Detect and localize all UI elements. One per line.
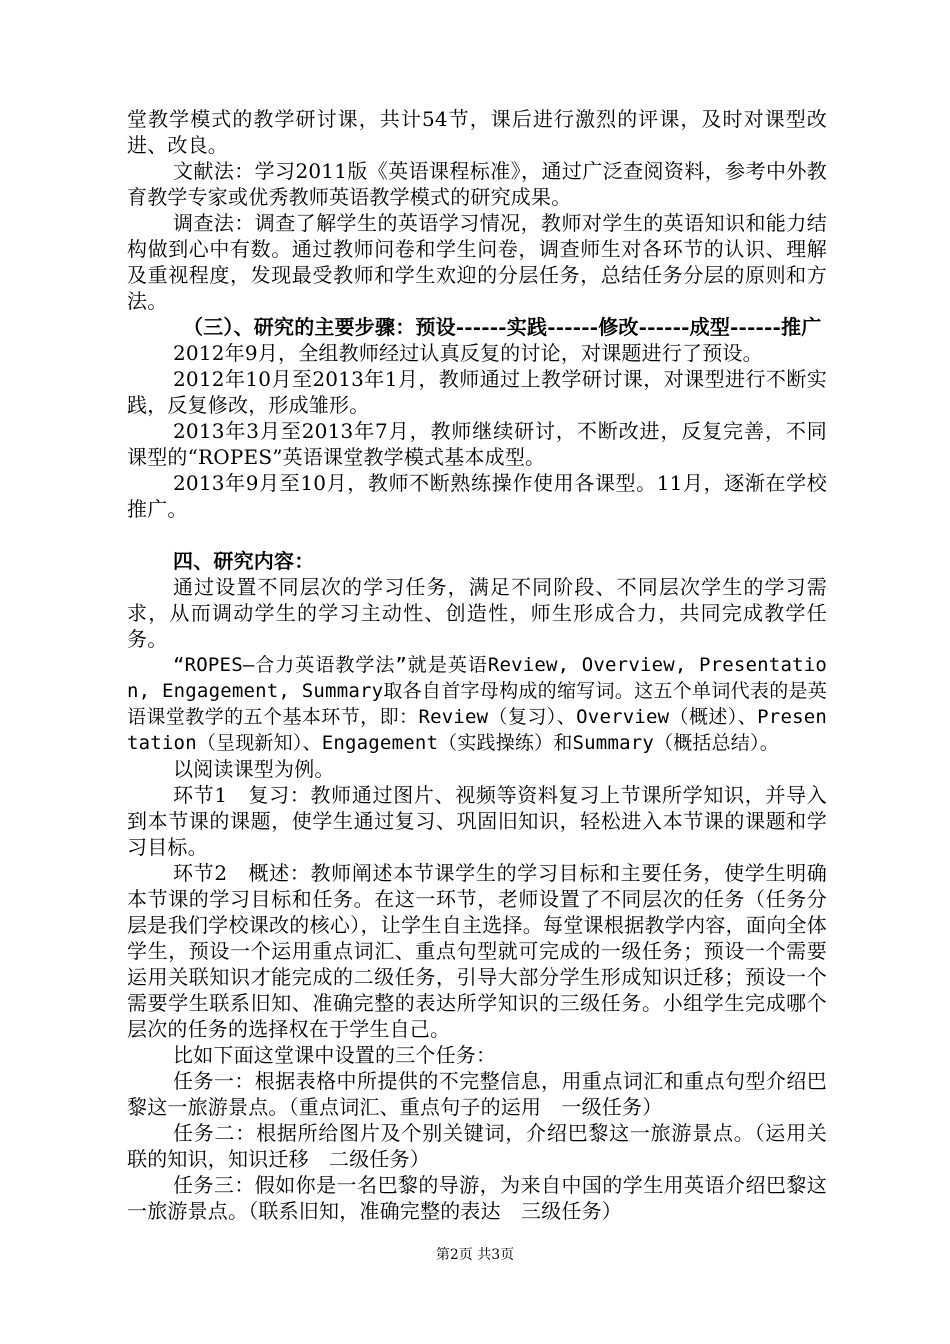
paragraph-reading-example: 以阅读课型为例。: [173, 757, 335, 781]
paragraph-task-2: 任务二：根据所给图片及个别关键词，介绍巴黎这一旅游景点。（运用关联的知识，知识迁移 二级任务）: [127, 1121, 827, 1171]
heading-research-steps: （三）、研究的主要步骤：预设------实践------修改------成型------推广: [183, 315, 822, 339]
paragraph-task-1: 任务一：根据表格中所提供的不完整信息，用重点词汇和重点句型介绍巴黎这一旅游景点。（重点词汇、重点句子的运用 一级任务）: [127, 1069, 827, 1119]
paragraph-literature-method: 文献法：学习2011版《英语课程标准》，通过广泛查阅资料，参考中外教育教学专家或优秀教师英语教学模式的研究成果。: [127, 159, 827, 209]
paragraph-ropes-definition: “ROPES—合力英语教学法”就是英语Review, Overview, Presentation, Engagement, Summary取各自首字母构成的缩写词。这五个单词代表的是英语课堂教学的五个基本环节，即：Review（复习）、Overview（概述）、Presentation（呈现新知）、Engagement（实践操练）和Summary（概括总结）。: [127, 654, 827, 754]
paragraph-step-2013-sep: 2013年9月至10月，教师不断熟练操作使用各课型。11月，逐渐在学校推广。: [127, 471, 827, 521]
page-body: [127, 106, 827, 1224]
paragraph-stage-2: 环节2 概述：教师阐述本节课学生的学习目标和主要任务，使学生明确本节课的学习目标和任务。在这一环节，老师设置了不同层次的任务（任务分层是我们学校课改的核心），让学生自主选择。每堂课根据教学内容，面向全体学生，预设一个运用重点词汇、重点句型就可完成的一级任务；预设一个需要运用关联知识才能完成的二级任务，引导大部分学生形成知识迁移；预设一个需要学生联系旧知、准确完整的表达所学知识的三级任务。小组学生完成哪个层次的任务的选择权在于学生自己。: [127, 861, 827, 1041]
paragraph-continuation: 堂教学模式的教学研讨课，共计54节，课后进行激烈的评课，及时对课型改进、改良。: [127, 107, 827, 157]
paragraph-step-2012-oct: 2012年10月至2013年1月，教师通过上教学研讨课，对课型进行不断实践，反复修改，形成雏形。: [127, 367, 827, 417]
page-footer: 第2页 共3页: [435, 1247, 515, 1263]
paragraph-tasks-intro: 比如下面这堂课中设置的三个任务：: [173, 1043, 497, 1067]
paragraph-content-intro: 通过设置不同层次的学习任务，满足不同阶段、不同层次学生的学习需求，从而调动学生的学习主动性、创造性，师生形成合力，共同完成教学任务。: [127, 575, 827, 651]
paragraph-survey-method: 调查法：调查了解学生的英语学习情况，教师对学生的英语知识和能力结构做到心中有数。通过教师问卷和学生问卷，调查师生对各环节的认识、理解及重视程度，发现最受教师和学生欢迎的分层任务，总结任务分层的原则和方法。: [127, 211, 827, 313]
paragraph-step-2012-sep: 2012年9月，全组教师经过认真反复的讨论，对课题进行了预设。: [173, 341, 763, 365]
heading-research-content: 四、研究内容：: [173, 549, 315, 573]
paragraph-task-3: 任务三：假如你是一名巴黎的导游，为来自中国的学生用英语介绍巴黎这一旅游景点。（联系旧知，准确完整的表达 三级任务）: [127, 1173, 827, 1223]
paragraph-step-2013-mar: 2013年3月至2013年7月，教师继续研讨，不断改进，反复完善，不同课型的“ROPES”英语课堂教学模式基本成型。: [127, 419, 827, 469]
paragraph-stage-1: 环节1 复习：教师通过图片、视频等资料复习上节课所学知识，并导入到本节课的课题，使学生通过复习、巩固旧知识，轻松进入本节课的课题和学习目标。: [127, 783, 827, 859]
